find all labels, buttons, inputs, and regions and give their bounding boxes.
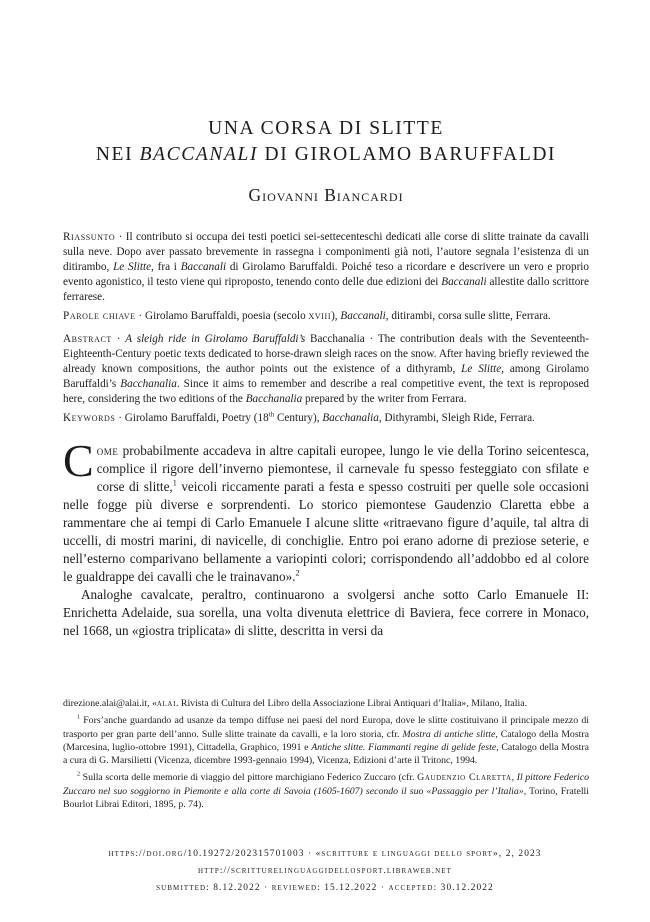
article-title-line-1: UNA CORSA DI SLITTE — [208, 118, 444, 139]
riassunto: Riassunto · Il contributo si occupa dei testi poetici sei-settecenteschi dedicati alle corse di slitte trainate da cavalli sulla neve. Dopo aver passato brevemente in rassegna i componimenti già noti, l’autore segnala l’esistenza di un ditirambo, Le Slitte, fra i Baccanali di Girolamo Baruffaldi. Poiché teso a ricordare e descrivere un vero e proprio evento agonistico, il testo viene qui riproposto, tenendo conto delle due edizioni dei Baccanali allestite dallo scrittore ferrarese. — [63, 231, 589, 303]
article-body — [63, 435, 589, 640]
footer-doi[interactable]: https://doi.org/10.19272/202315701003 · «scritture e linguaggi dello sport», 2, 2023 — [108, 849, 542, 859]
body-paragraph-2: Analoghe cavalcate, peraltro, continuarono a svolgersi anche sotto Carlo Emanuele II: Enrichetta Adelaide, sua sorella, una volta divenuta elettrice di Baviera, fece correre in Monaco, nel 1668, un «giostra triplicata» di slitte, descritta in versi da — [63, 587, 589, 638]
parole-chiave: Parole chiave · Girolamo Baruffaldi, poesia (secolo xviii), Baccanali, ditirambi, corsa sulle slitte, Ferrara. — [63, 310, 551, 322]
abstract-en: Abstract · A sleigh ride in Girolamo Baruffaldi’s Bacchanalia · The contribution deals with the Seventeenth-Eighteenth-Century poetic texts dedicated to horse-drawn sleigh races on the snow. After having briefly reviewed the already known compositions, the author points out the existence of a dithyramb, Le Slitte, among Girolamo Baruffaldi’s Bacchanalia. Since it aims to remember and describe a real competitive event, the text is reproposed here, considering the two editions of the Bacchanalia prepared by the writer from Ferrara. — [63, 333, 590, 405]
author-name: Giovanni Biancardi — [248, 185, 404, 205]
footnote-1: $^1$ Fors’anche guardando ad usanze da tempo diffuse nei paesi del nord Europa, dove le slitte costituivano il principale mezzo di trasporto per gran parte dell’anno. Sulle slitte trainate da cavalli, e la loro storia, cfr. Mostra di antiche slitte, Catalogo della Mostra (Marcesina, luglio-ottobre 1991), Cittadella, Graphico, 1991 e Antiche slitte. Fiammanti regine di gelide feste, Catalogo della Mostra a cura di G. Marsilietti (Vicenza, dicembre 1993-gennaio 1994), Vicenza, Edizioni d’arte il Tritonc, 1994. — [63, 715, 589, 767]
contact-note: direzione.alai@alai.it, «alai. Rivista di Cultura del Libro della Associazione Librai Antiquari d’Italia», Milano, Italia. — [63, 698, 527, 709]
footnote-ref-1[interactable]: 1 — [172, 478, 177, 488]
keywords: Keywords · Girolamo Baruffaldi, Poetry (18th Century), Bacchanalia, Dithyrambi, Sleigh Ride, Ferrara. — [63, 410, 535, 424]
body-paragraph-1: Come probabilmente accadeva in altre capitali europee, lungo le vie della Torino seicentesca, complice il rigore dell’inverno piemontese, il carnevale fu spesso festeggiato con sfilate e corse di slitte,$^1$ veicoli riccamente parati a festa e spesso costruiti per quelle sole occasioni nelle fogge più diverse e sorprendenti. Lo storico piemontese Gaudenzio Claretta ebbe a rammentare che ai tempi di Carlo Emanuele I alcune slitte «ritraevano figure d’aquile, tal altra di uccelli, di mostri marini, di navicelle, di conchiglie. Entro poi erano adorne di preziose seterie, e nell’esterno comparivano bellamente a variopinti colori; corrispondendo all’addobbo ed al colore le gualdrappe dei cavalli che le trainavano».$^2$ — [63, 435, 589, 584]
title-block — [63, 0, 589, 206]
article-title-line-2: NEI BACCANALI DI GIROLAMO BARUFFALDI — [95, 144, 557, 165]
footnote-2: $^2$ Sulla scorta delle memorie di viaggio del pittore marchigiano Federico Zuccaro (cfr. Gaudenzio Claretta, Il pittore Federico Zuccaro nel suo soggiorno in Piemonte e alla corte di Savoia (1605-1607) secondo il suo «Passaggio per l’Italia», Torino, Fratelli Bourlot Librai Editori, 1895, p. 74). — [63, 772, 590, 811]
abstracts-block — [63, 230, 589, 426]
footnotes — [63, 697, 589, 815]
footnote-ref-2[interactable]: 2 — [295, 568, 300, 578]
contact-email[interactable]: direzione.alai@alai.it, « — [63, 698, 157, 709]
footer-url[interactable]: http://scritturelinguaggidellosport.libraweb.net — [197, 866, 453, 876]
footer-dates: submitted: 8.12.2022 · reviewed: 15.12.2022 · accepted: 30.12.2022 — [156, 883, 494, 893]
drop-cap: C — [63, 435, 94, 486]
